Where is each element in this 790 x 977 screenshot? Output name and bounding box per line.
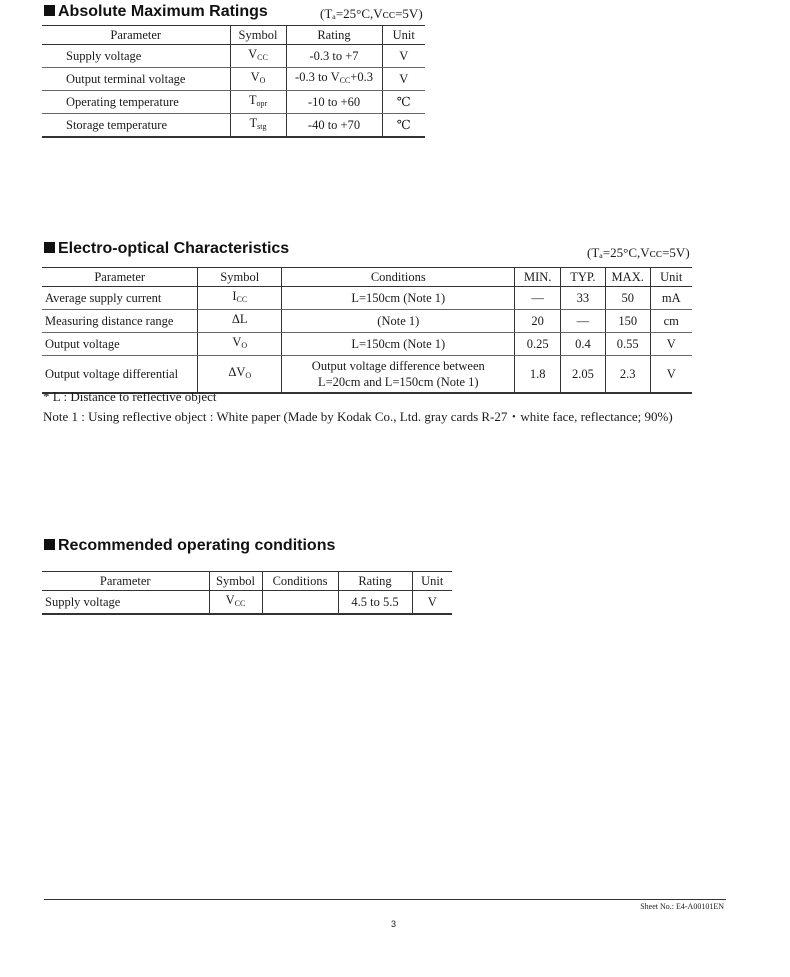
header-symbol: Symbol — [230, 26, 286, 45]
conditions-cell — [282, 356, 515, 394]
symbol-cell — [198, 333, 282, 356]
table-row — [42, 114, 425, 138]
symbol-sub: O — [241, 341, 248, 350]
conditions-cell — [262, 591, 338, 615]
abs-max-condition: (Tₐ=25°C,Vᴄᴄ=5V) — [320, 6, 423, 21]
param-cell: Output terminal voltage — [42, 68, 230, 91]
header-symbol: Symbol — [209, 572, 262, 591]
max-cell: 0.55 — [605, 333, 650, 356]
section-square-icon — [44, 242, 55, 253]
unit-cell: cm — [650, 310, 692, 333]
header-max: MAX. — [605, 268, 650, 287]
rating-cell: -40 to +70 — [286, 114, 382, 138]
header-symbol: Symbol — [198, 268, 282, 287]
rating-cell: 4.5 to 5.5 — [338, 591, 412, 615]
symbol-main: T — [248, 93, 257, 107]
footnote-distance: * L : Distance to reflective object — [43, 389, 217, 404]
header-parameter: Parameter — [42, 268, 198, 287]
param-cell: Supply voltage — [42, 45, 230, 68]
recommended-header-row — [42, 572, 452, 591]
typ-cell: 2.05 — [560, 356, 605, 394]
symbol-sub: O — [259, 76, 266, 85]
table-row — [42, 356, 692, 394]
abs-max-table — [42, 25, 425, 138]
unit-cell: V — [650, 356, 692, 394]
min-cell: 20 — [515, 310, 560, 333]
symbol-sub: O — [245, 371, 252, 380]
symbol-main: ΔL — [231, 312, 248, 326]
abs-max-header-row — [42, 26, 425, 45]
symbol-sub: CC — [234, 599, 246, 608]
symbol-sub: CC — [236, 295, 248, 304]
electro-optical-title-text: Electro-optical Characteristics — [58, 240, 290, 257]
abs-max-title-text: Absolute Maximum Ratings — [58, 3, 268, 20]
param-cell: Average supply current — [42, 287, 198, 310]
conditions-cell: L=150cm (Note 1) — [282, 287, 515, 310]
symbol-sub: stg — [257, 122, 267, 131]
param-cell: Supply voltage — [42, 591, 209, 615]
symbol-sub: opr — [256, 99, 268, 108]
table-row — [42, 68, 425, 91]
unit-cell: ℃ — [382, 91, 425, 114]
symbol-cell — [198, 356, 282, 394]
param-cell: Operating temperature — [42, 91, 230, 114]
page-number: 3 — [391, 919, 397, 929]
electro-optical-header-row — [42, 268, 692, 287]
header-conditions: Conditions — [262, 572, 338, 591]
symbol-cell — [230, 45, 286, 68]
symbol-sub: CC — [257, 53, 268, 62]
symbol-cell — [230, 114, 286, 138]
rating-cell: -10 to +60 — [286, 91, 382, 114]
param-cell: Output voltage differential — [42, 356, 198, 394]
typ-cell: 33 — [560, 287, 605, 310]
header-min: MIN. — [515, 268, 560, 287]
unit-cell: V — [412, 591, 452, 615]
max-cell: 150 — [605, 310, 650, 333]
header-parameter: Parameter — [42, 26, 230, 45]
header-unit: Unit — [382, 26, 425, 45]
symbol-cell — [230, 91, 286, 114]
rating-main: -0.3 to V — [295, 70, 340, 84]
electro-optical-title — [44, 240, 289, 258]
abs-max-title — [44, 3, 268, 21]
symbol-cell — [230, 68, 286, 91]
min-cell: — — [515, 287, 560, 310]
rating-cell: -0.3 to +7 — [286, 45, 382, 68]
unit-cell: V — [650, 333, 692, 356]
header-unit: Unit — [650, 268, 692, 287]
header-parameter: Parameter — [42, 572, 209, 591]
unit-cell: V — [382, 45, 425, 68]
conditions-line-2: L=20cm and L=150cm (Note 1) — [317, 375, 479, 389]
symbol-cell — [209, 591, 262, 615]
typ-cell: — — [560, 310, 605, 333]
typ-cell: 0.4 — [560, 333, 605, 356]
symbol-main: V — [250, 70, 260, 84]
symbol-main: V — [232, 335, 242, 349]
rating-sub: CC — [339, 76, 351, 85]
table-row — [42, 287, 692, 310]
section-square-icon — [44, 5, 55, 16]
symbol-main: T — [249, 116, 258, 130]
param-cell: Output voltage — [42, 333, 198, 356]
rating-cell — [286, 68, 382, 91]
table-row — [42, 45, 425, 68]
param-cell: Measuring distance range — [42, 310, 198, 333]
unit-cell: mA — [650, 287, 692, 310]
recommended-title — [44, 537, 335, 555]
symbol-main: V — [248, 47, 258, 61]
recommended-title-text: Recommended operating conditions — [58, 537, 336, 554]
recommended-table — [42, 571, 452, 615]
unit-cell: V — [382, 68, 425, 91]
header-rating: Rating — [338, 572, 412, 591]
param-cell: Storage temperature — [42, 114, 230, 138]
symbol-main: I — [232, 289, 237, 303]
max-cell: 2.3 — [605, 356, 650, 394]
symbol-cell — [198, 310, 282, 333]
header-rating: Rating — [286, 26, 382, 45]
table-row — [42, 333, 692, 356]
sheet-number: Sheet No.: E4-A00101EN — [640, 902, 724, 911]
header-conditions: Conditions — [282, 268, 515, 287]
table-row — [42, 591, 452, 615]
conditions-line-1: Output voltage difference between — [311, 359, 485, 373]
header-unit: Unit — [412, 572, 452, 591]
min-cell: 0.25 — [515, 333, 560, 356]
section-square-icon — [44, 539, 55, 550]
electro-optical-table — [42, 267, 692, 394]
table-row — [42, 310, 692, 333]
rating-tail: +0.3 — [350, 70, 373, 84]
min-cell: 1.8 — [515, 356, 560, 394]
symbol-cell — [198, 287, 282, 310]
conditions-cell: L=150cm (Note 1) — [282, 333, 515, 356]
table-row — [42, 91, 425, 114]
header-typ: TYP. — [560, 268, 605, 287]
footer-rule — [44, 899, 726, 900]
footnote-note1: Note 1 : Using reflective object : White paper (Made by Kodak Co., Ltd. gray cards R-27・white face, reflectance; 90%) — [43, 409, 673, 424]
conditions-cell: (Note 1) — [282, 310, 515, 333]
electro-optical-condition: (Tₐ=25°C,Vᴄᴄ=5V) — [587, 245, 690, 260]
symbol-main: V — [225, 593, 235, 607]
unit-cell: ℃ — [382, 114, 425, 138]
max-cell: 50 — [605, 287, 650, 310]
symbol-main: ΔV — [228, 365, 246, 379]
